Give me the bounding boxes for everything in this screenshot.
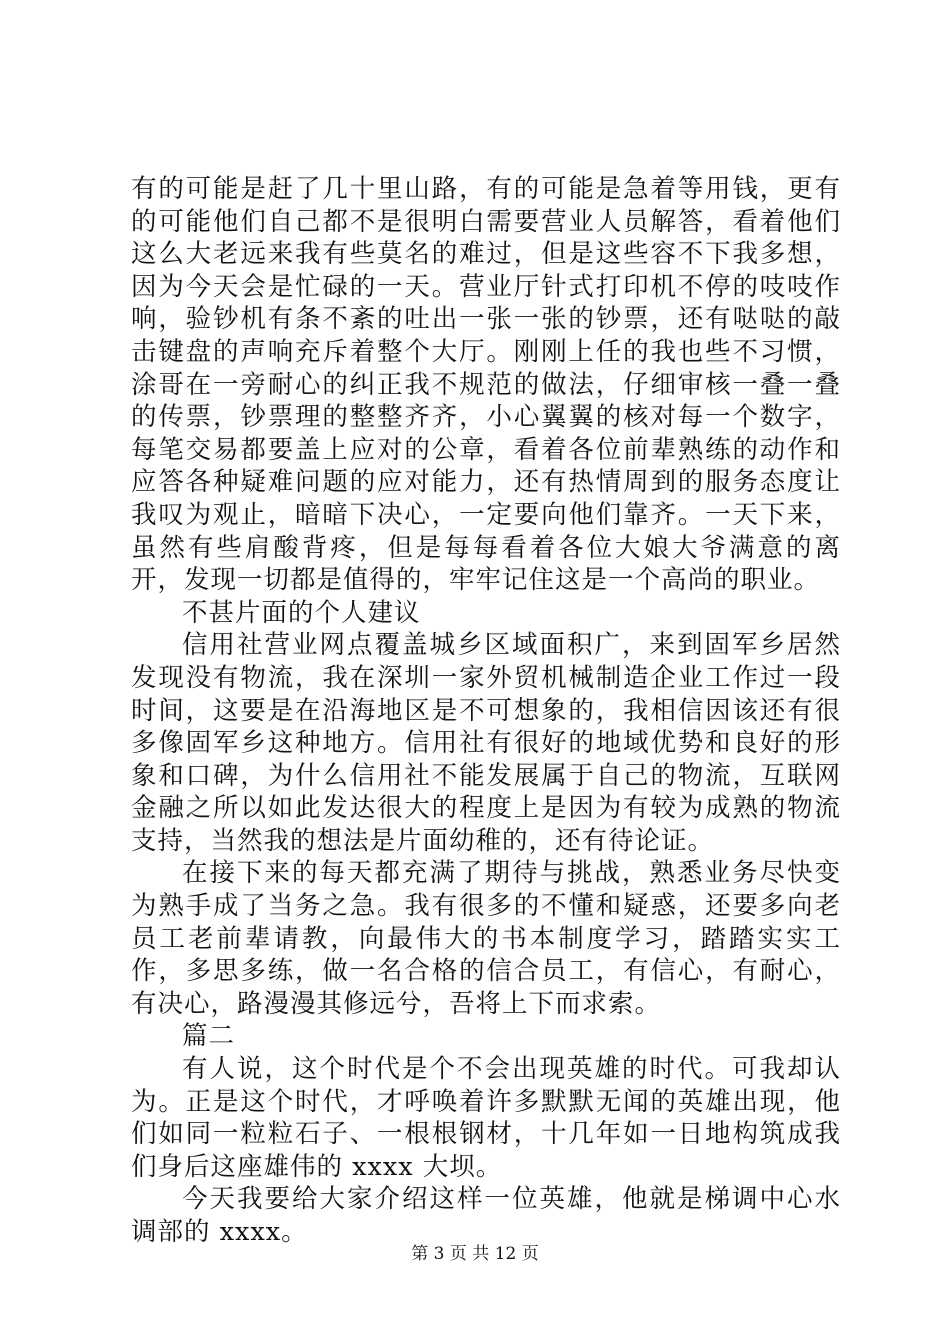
paragraph-hero: 有人说，这个时代是个不会出现英雄的时代。可我却认为。正是这个时代，才呼唤着许多默默无闻的英雄出现，他们如同一粒粒石子、一根根钢材，十几年如一日地构筑成我们身后这座雄伟的 xxxx 大坝。	[131, 1054, 841, 1182]
paragraph-suggestion: 信用社营业网点覆盖城乡区域面积广，来到固军乡居然发现没有物流，我在深圳一家外贸机械制造企业工作过一段时间，这要是在沿海地区是不可想象的，我相信因该还有很多像固军乡这种地方。信用社有很好的地域优势和良好的形象和口碑，为什么信用社不能发展属于自己的物流，互联网金融之所以如此发达很大的程度上是因为有较为成熟的物流支持，当然我的想法是片面幼稚的，还有待论证。	[131, 630, 841, 856]
section-heading-part-two: 篇二	[182, 1021, 236, 1052]
paragraph-1: 有的可能是赶了几十里山路，有的可能是急着等用钱，更有的可能他们自己都不是很明白需要营业人员解答，看着他们这么大老远来我有些莫名的难过，但是这些容不下我多想，因为今天会是忙碌的一天。营业厅针式打印机不停的吱吱作响，验钞机有条不紊的吐出一张一张的钞票，还有哒哒的敲击键盘的声响充斥着整个大厅。刚刚上任的我也些不习惯，涂哥在一旁耐心的纠正我不规范的做法，仔细审核一叠一叠的传票，钞票理的整整齐齐，小心翼翼的核对每一个数字，每笔交易都要盖上应对的公章，看着各位前辈熟练的动作和应答各种疑难问题的应对能力，还有热情周到的服务态度让我叹为观止，暗暗下决心，一定要向他们靠齐。一天下来，虽然有些肩酸背疼，但是每每看着各位大娘大爷满意的离开，发现一切都是值得的，牢牢记住这是一个高尚的职业。	[131, 174, 841, 596]
page-number-footer: 第 3 页 共 12 页	[411, 1244, 539, 1264]
document-body	[131, 173, 841, 1249]
section-heading-suggestion: 不甚片面的个人建议	[182, 597, 421, 628]
paragraph-challenge: 在接下来的每天都充满了期待与挑战，熟悉业务尽快变为熟手成了当务之急。我有很多的不懂和疑惑，还要多向老员工老前辈请教，向最伟大的书本制度学习，踏踏实实工作，多思多练，做一名合格的信合员工，有信心，有耐心，有决心，路漫漫其修远兮，吾将上下而求索。	[131, 858, 841, 1019]
paragraph-introduction: 今天我要给大家介绍这样一位英雄，他就是梯调中心水调部的 xxxx。	[131, 1184, 841, 1247]
